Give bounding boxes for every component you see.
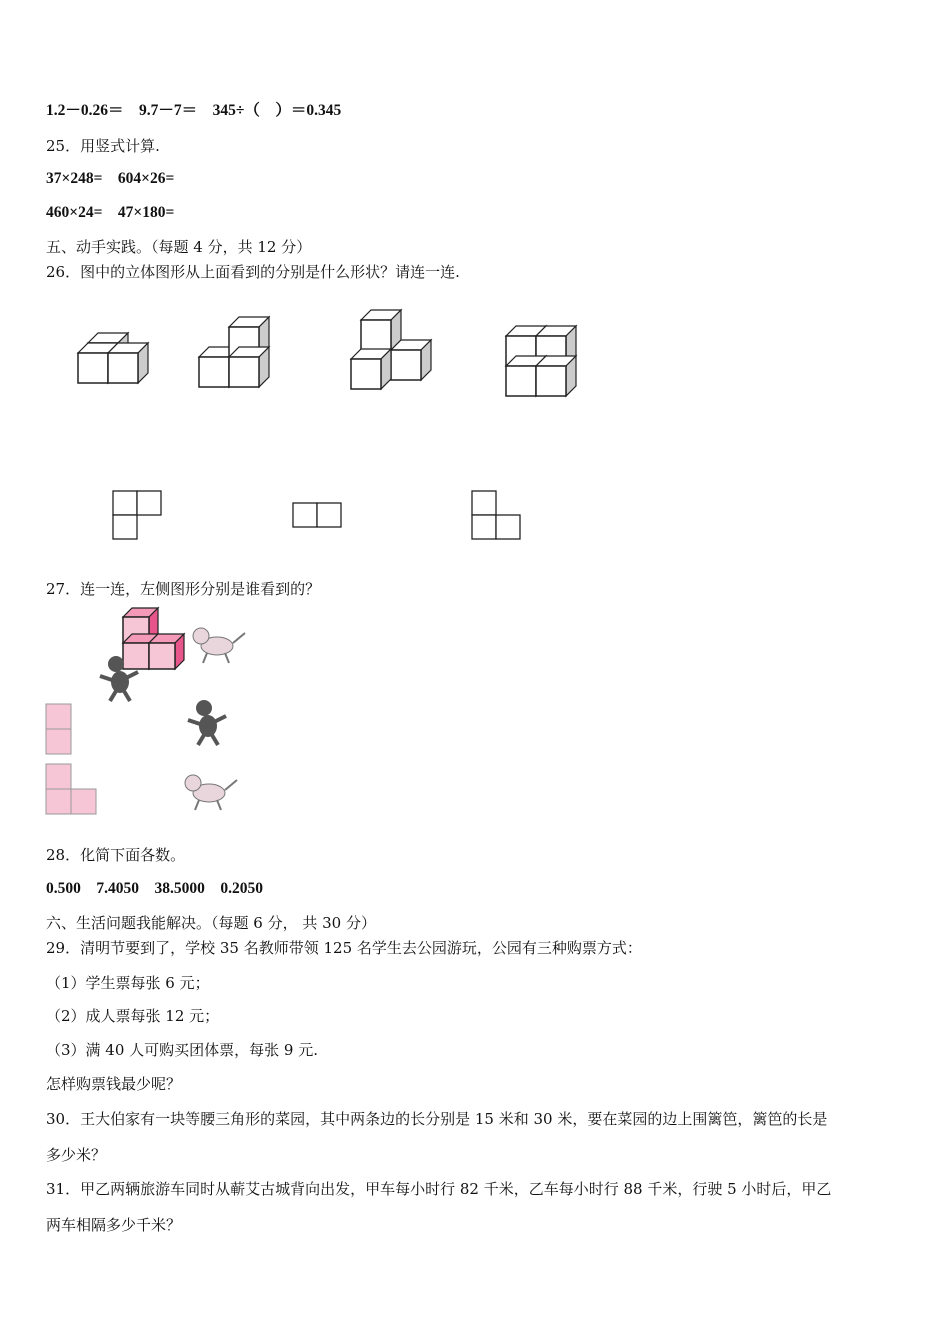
cube-front	[199, 357, 229, 387]
q29-question: 怎样购票钱最少呢？	[46, 1075, 182, 1093]
cube-front	[108, 353, 138, 383]
question-27: 27．连一连，左侧图形分别是谁看到的？	[46, 580, 321, 598]
monkey-icon	[108, 656, 124, 672]
q29-option-2: （2）成人票每张 12 元；	[46, 1007, 220, 1025]
pink-view-square	[46, 729, 71, 754]
q29-option-1: （1）学生票每张 6 元；	[46, 974, 210, 992]
monkey-icon	[199, 715, 217, 737]
section-5-heading: 五、动手实践。（每题 4 分，共 12 分）	[46, 238, 312, 256]
cube-front	[229, 357, 259, 387]
view-square	[472, 491, 496, 515]
view-square	[137, 491, 161, 515]
view-square	[317, 503, 341, 527]
question-31-line2: 两车相隔多少千米？	[46, 1216, 182, 1234]
cube-front	[391, 350, 421, 380]
q25-row2: 460×24= 47×180=	[46, 204, 175, 221]
monkey-icon	[196, 700, 212, 716]
pink-view-square	[46, 704, 71, 729]
dog-icon	[185, 775, 201, 791]
q28-numbers: 0.500 7.4050 38.5000 0.2050	[46, 880, 264, 897]
view-square	[293, 503, 317, 527]
question-30-line2: 多少米？	[46, 1146, 107, 1164]
monkey-icon	[111, 671, 129, 693]
view-square	[113, 515, 137, 539]
view-square	[472, 515, 496, 539]
calc-row: 1.2－0.26＝ 9.7－7＝ 345÷（ ）＝0.345	[46, 102, 342, 119]
pink-view-square	[46, 789, 71, 814]
cube-front	[78, 353, 108, 383]
question-30-line1: 30．王大伯家有一块等腰三角形的菜园，其中两条边的长分别是 15 米和 30 米，要在菜园的边上围篱笆，篱笆的长是	[46, 1110, 828, 1128]
cube-front	[123, 643, 149, 669]
cube-front	[506, 366, 536, 396]
cube-front	[536, 366, 566, 396]
dog-icon	[193, 628, 209, 644]
view-square	[496, 515, 520, 539]
cube-front	[149, 643, 175, 669]
question-29: 29．清明节要到了，学校 35 名教师带领 125 名学生去公园游玩，公园有三种购票方式：	[46, 939, 642, 957]
q29-option-3: （3）满 40 人可购买团体票，每张 9 元.	[46, 1041, 319, 1059]
question-25: 25．用竖式计算.	[46, 137, 160, 155]
pink-view-square	[46, 764, 71, 789]
question-28: 28．化简下面各数。	[46, 846, 186, 864]
section-6-heading: 六、生活问题我能解决。（每题 6 分， 共 30 分）	[46, 914, 376, 932]
q25-row1: 37×248= 604×26=	[46, 170, 175, 187]
cube-front	[351, 359, 381, 389]
cube-front	[361, 320, 391, 350]
question-31-line1: 31．甲乙两辆旅游车同时从蕲艾古城背向出发，甲车每小时行 82 千米，乙车每小时行 88 千米，行驶 5 小时后，甲乙	[46, 1180, 832, 1198]
pink-view-square	[71, 789, 96, 814]
view-square	[113, 491, 137, 515]
question-26: 26．图中的立体图形从上面看到的分别是什么形状？请连一连.	[46, 263, 460, 281]
